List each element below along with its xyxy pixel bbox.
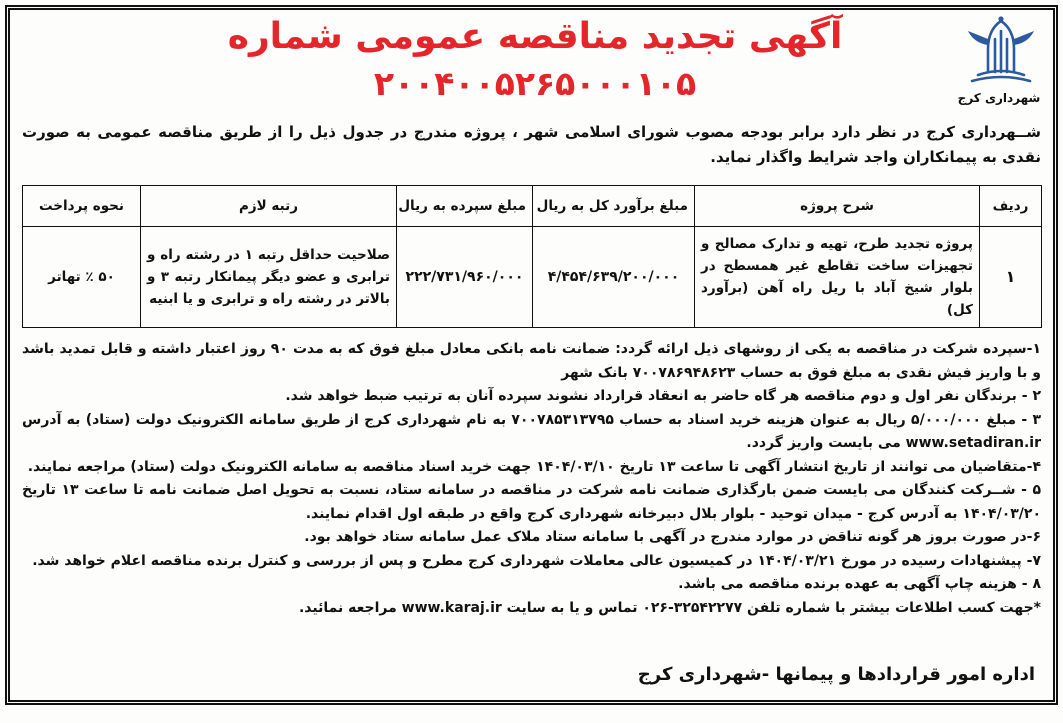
- cell-row-number: ۱: [980, 227, 1042, 328]
- contact-note: *جهت کسب اطلاعات بیشتر با شماره تلفن ۳۲۵۴۲۲۷۷-۰۲۶ تماس و یا به سایت www.karaj.ir مراجعه نمائید.: [298, 599, 1041, 616]
- table-row: [23, 227, 1042, 328]
- cell-deposit: ۲۲۲/۷۳۱/۹۶۰/۰۰۰: [397, 227, 533, 328]
- conditions-list: [22, 338, 1041, 620]
- col-header-deposit: مبلغ سپرده به ریال: [397, 186, 533, 227]
- condition-item: ۶-در صورت بروز هر گونه تناقض در موارد مندرج در آگهی با سامانه ستاد ملاک عمل سامانه ستاد خواهد بود.: [304, 529, 1041, 545]
- condition-item: ۴-متقاضیان می توانند از تاریخ انتشار آگهی تا ساعت ۱۳ تاریخ ۱۴۰۴/۰۳/۱۰ جهت خرید اسناد مناقصه به سامانه الکترونیک دولت (ستاد) مراجعه نمایند.: [27, 458, 1041, 475]
- condition-item: ۸ - هزینه چاپ آگهی به عهده برنده مناقصه می باشد.: [678, 576, 1041, 592]
- col-header-estimate: مبلغ برآورد کل به ریال: [533, 186, 695, 227]
- cell-description: پروژه تجدید طرح، تهیه و تدارک مصالح و تجهیزات ساخت تقاطع غیر همسطح در بلوار شیخ آباد با ریل راه آهن (برآورد کل): [695, 227, 980, 328]
- condition-item: ۱-سپرده شرکت در مناقصه به یکی از روشهای ذیل ارائه گردد: ضمانت نامه بانکی معادل مبلغ فوق که به مدت ۹۰ روز اعتبار داشته و قابل تمدید باشد و با واریز فیش نقدی به مبلغ فوق به حساب ۷۰۰۷۸۶۹۴۸۶۲۳ بانک شهر: [22, 341, 1042, 381]
- condition-item: ۲ - برندگان نفر اول و دوم مناقصه هر گاه حاضر به انعقاد قرارداد نشوند سپرده آنان به ترتیب ضبط خواهد شد.: [285, 388, 1041, 404]
- karaj-municipality-logo-icon: [962, 14, 1040, 88]
- issuer-signature-line: اداره امور قراردادها و پیمانها -شهرداری کرج: [637, 664, 1035, 685]
- condition-item: ۷- پیشنهادات رسیده در مورخ ۱۴۰۴/۰۳/۲۱ در کمیسیون عالی معاملات شهرداری کرج مطرح و پس از بررسی و کنترل برنده مناقصه اعلام خواهد شد.: [32, 552, 1041, 569]
- col-header-rank: رتبه لازم: [141, 186, 397, 227]
- condition-item: ۳ - مبلغ ۵/۰۰۰/۰۰۰ ریال به عنوان هزینه خرید اسناد به حساب ۷۰۰۷۸۵۳۱۳۷۹۵ به نام شهرداری کرج از طریق سامانه الکترونیک دولت (ستاد) به آدرس www.setadiran.ir می بایست واریز گردد.: [22, 411, 1042, 451]
- logo-caption: شهرداری کرج: [957, 91, 1041, 105]
- condition-item: ۵ - شــرکت کنندگان می بایست ضمن بارگذاری ضمانت نامه شرکت در مناقصه در سامانه ستاد، نسبت به تحویل اصل ضمانت نامه تا ساعت ۱۳ تاریخ ۱۴۰۴/۰۳/۲۰ به آدرس کرج - میدان توحید - بلوار بلال دبیرخانه شهرداری کرج واقع در طبقه اول اقدام نمایند.: [22, 482, 1042, 522]
- announcement-title: آگهی تجدید مناقصه عمومی شماره: [227, 16, 843, 57]
- cell-rank: صلاحیت حداقل رتبه ۱ در رشته راه و ترابری و عضو دیگر پیمانکار رتبه ۳ و بالاتر در رشته راه و ترابری و یا ابنیه: [141, 227, 397, 328]
- col-header-row-number: ردیف: [980, 186, 1042, 227]
- intro-paragraph: شــهرداری کرج در نظر دارد برابر بودجه مصوب شورای اسلامی شهر ، پروژه مندرج در جدول ذیل را از طریق مناقصه عمومی به صورت نقدی به پیمانکاران واجد شرایط واگذار نماید.: [22, 123, 1041, 166]
- col-header-description: شرح پروژه: [695, 186, 980, 227]
- tender-number: ۲۰۰۴۰۰۵۲۶۵۰۰۰۱۰۵: [373, 64, 697, 103]
- col-header-payment: نحوه پرداخت: [23, 186, 141, 227]
- cell-payment: ۵۰ ٪ تهاتر: [23, 227, 141, 328]
- table-header-row: [23, 186, 1042, 227]
- tender-table: [22, 185, 1042, 328]
- cell-estimate: ۴/۴۵۴/۶۳۹/۲۰۰/۰۰۰: [533, 227, 695, 328]
